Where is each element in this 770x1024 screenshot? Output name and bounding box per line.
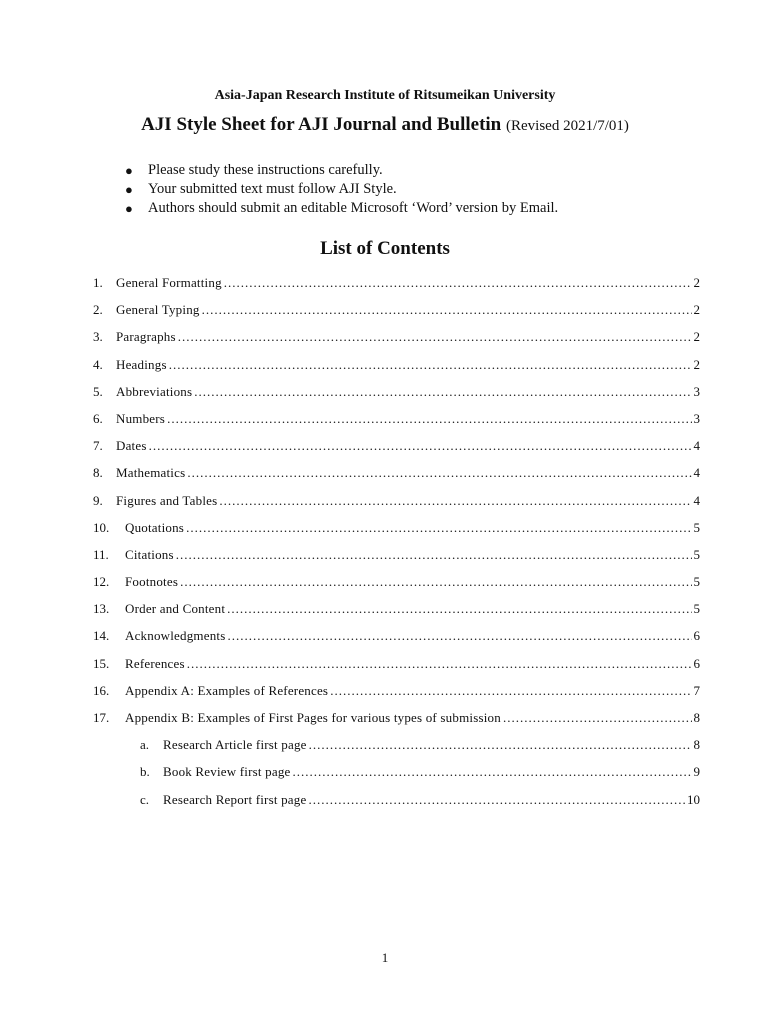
toc-number: 17. bbox=[93, 710, 110, 725]
toc-label: Citations bbox=[125, 546, 174, 562]
toc-leader bbox=[219, 490, 691, 512]
document-title bbox=[0, 114, 770, 136]
toc-label: Headings bbox=[116, 356, 167, 372]
toc-page: 9 bbox=[693, 764, 700, 780]
toc-label: References bbox=[125, 655, 185, 671]
toc-subentry bbox=[93, 789, 700, 816]
toc-leader bbox=[149, 435, 692, 457]
instruction-text: Please study these instructions carefully. bbox=[148, 162, 383, 178]
toc-number: 6. bbox=[93, 410, 103, 426]
title-revision: (Revised 2021/7/01) bbox=[506, 118, 629, 134]
toc-leader bbox=[187, 462, 691, 484]
toc-entry bbox=[93, 408, 700, 435]
toc-number: 11. bbox=[93, 546, 109, 562]
toc-entry bbox=[93, 625, 700, 652]
toc-entry bbox=[93, 707, 700, 734]
toc-page: 6 bbox=[693, 655, 700, 671]
toc-page: 2 bbox=[693, 302, 700, 318]
toc-entry bbox=[93, 653, 700, 680]
toc-label: Figures and Tables bbox=[116, 492, 218, 508]
instruction-text: Your submitted text must follow AJI Style. bbox=[148, 181, 397, 197]
toc-leader bbox=[293, 761, 692, 783]
toc-page: 3 bbox=[693, 410, 700, 426]
toc-leader bbox=[227, 625, 691, 647]
toc-label: Appendix A: Examples of References bbox=[125, 682, 329, 698]
toc-leader bbox=[167, 408, 691, 430]
page-number: 1 bbox=[381, 950, 389, 965]
toc-label: Research Article first page bbox=[163, 737, 307, 753]
toc-entry bbox=[93, 354, 700, 381]
toc-label: Abbreviations bbox=[116, 383, 193, 399]
toc-leader bbox=[308, 789, 685, 811]
toc-number: 1. bbox=[93, 275, 103, 290]
toc-number: b. bbox=[140, 764, 150, 780]
toc-leader bbox=[180, 571, 691, 593]
toc-entry bbox=[93, 517, 700, 544]
bullet-icon: ● bbox=[125, 201, 133, 216]
toc-subentry bbox=[93, 734, 700, 761]
toc-label: Book Review first page bbox=[163, 764, 291, 780]
toc-number: 13. bbox=[93, 601, 110, 617]
toc-page: 8 bbox=[693, 737, 700, 753]
toc-page: 7 bbox=[693, 682, 700, 698]
toc-number: 10. bbox=[93, 519, 110, 535]
toc-entry bbox=[93, 381, 700, 408]
toc-label: General Typing bbox=[116, 302, 200, 318]
toc-page: 4 bbox=[693, 438, 700, 454]
toc-entry bbox=[93, 680, 700, 707]
toc-leader bbox=[309, 734, 692, 756]
toc-label: Appendix B: Examples of First Pages for various types of submission bbox=[125, 710, 501, 725]
toc-number: 7. bbox=[93, 438, 103, 454]
toc-leader bbox=[202, 299, 692, 321]
toc-label: Paragraphs bbox=[116, 329, 176, 345]
toc-page: 2 bbox=[693, 275, 700, 290]
toc-number: 2. bbox=[93, 302, 103, 318]
toc-entry bbox=[93, 598, 700, 625]
institute-name: Asia-Japan Research Institute of Ritsumeikan University bbox=[214, 88, 556, 103]
toc-entry bbox=[93, 544, 700, 571]
toc-label: Research Report first page bbox=[163, 791, 307, 807]
toc-number: 14. bbox=[93, 628, 110, 644]
toc-heading: List of Contents bbox=[320, 238, 450, 259]
toc-leader bbox=[194, 381, 691, 403]
toc-label: Acknowledgments bbox=[125, 628, 226, 644]
toc-number: 12. bbox=[93, 574, 110, 590]
instruction-item bbox=[125, 199, 685, 218]
toc-page: 4 bbox=[693, 492, 700, 508]
toc-number: 5. bbox=[93, 383, 103, 399]
toc-entry bbox=[93, 571, 700, 598]
toc-label: Dates bbox=[116, 438, 147, 454]
toc-page: 2 bbox=[693, 356, 700, 372]
toc-entry bbox=[93, 299, 700, 326]
toc-number: 9. bbox=[93, 492, 103, 508]
bullet-icon: ● bbox=[125, 163, 133, 178]
toc-entry bbox=[93, 272, 700, 299]
toc-page: 5 bbox=[693, 601, 700, 617]
toc-number: a. bbox=[140, 737, 150, 753]
instruction-list bbox=[125, 161, 685, 218]
toc-page: 2 bbox=[693, 329, 700, 345]
toc-page: 5 bbox=[693, 574, 700, 590]
toc-leader bbox=[187, 653, 692, 675]
instruction-item bbox=[125, 180, 685, 199]
toc-number: 3. bbox=[93, 329, 103, 345]
instruction-text: Authors should submit an editable Microsoft ‘Word’ version by Email. bbox=[148, 200, 559, 216]
toc-leader bbox=[178, 326, 692, 348]
toc-label: Numbers bbox=[116, 410, 166, 426]
instruction-item bbox=[125, 161, 685, 180]
toc-entry bbox=[93, 490, 700, 517]
toc-label: General Formatting bbox=[116, 275, 222, 290]
toc-leader bbox=[224, 272, 692, 294]
toc-number: c. bbox=[140, 791, 150, 807]
toc-number: 4. bbox=[93, 356, 103, 372]
bullet-icon: ● bbox=[125, 182, 133, 197]
toc-label: Quotations bbox=[125, 519, 185, 535]
toc-page: 10 bbox=[687, 791, 700, 807]
toc-leader bbox=[227, 598, 691, 620]
toc-entry bbox=[93, 326, 700, 353]
toc-page: 5 bbox=[693, 519, 700, 535]
toc-label: Footnotes bbox=[125, 574, 179, 590]
toc-page: 3 bbox=[693, 383, 700, 399]
toc-page: 4 bbox=[693, 465, 700, 481]
toc-leader bbox=[176, 544, 692, 566]
toc-leader bbox=[330, 680, 691, 702]
toc-entry bbox=[93, 435, 700, 462]
toc-page: 5 bbox=[693, 546, 700, 562]
toc-label: Order and Content bbox=[125, 601, 226, 617]
toc-number: 16. bbox=[93, 682, 110, 698]
table-of-contents bbox=[93, 272, 700, 816]
title-main: AJI Style Sheet for AJI Journal and Bulletin bbox=[141, 114, 502, 135]
toc-label: Mathematics bbox=[116, 465, 186, 481]
toc-leader bbox=[503, 707, 692, 729]
toc-number: 15. bbox=[93, 655, 110, 671]
toc-entry bbox=[93, 462, 700, 489]
toc-number: 8. bbox=[93, 465, 103, 481]
toc-subentry bbox=[93, 761, 700, 788]
toc-leader bbox=[169, 354, 692, 376]
toc-leader bbox=[186, 517, 691, 539]
toc-page: 8 bbox=[693, 710, 700, 725]
toc-page: 6 bbox=[693, 628, 700, 644]
